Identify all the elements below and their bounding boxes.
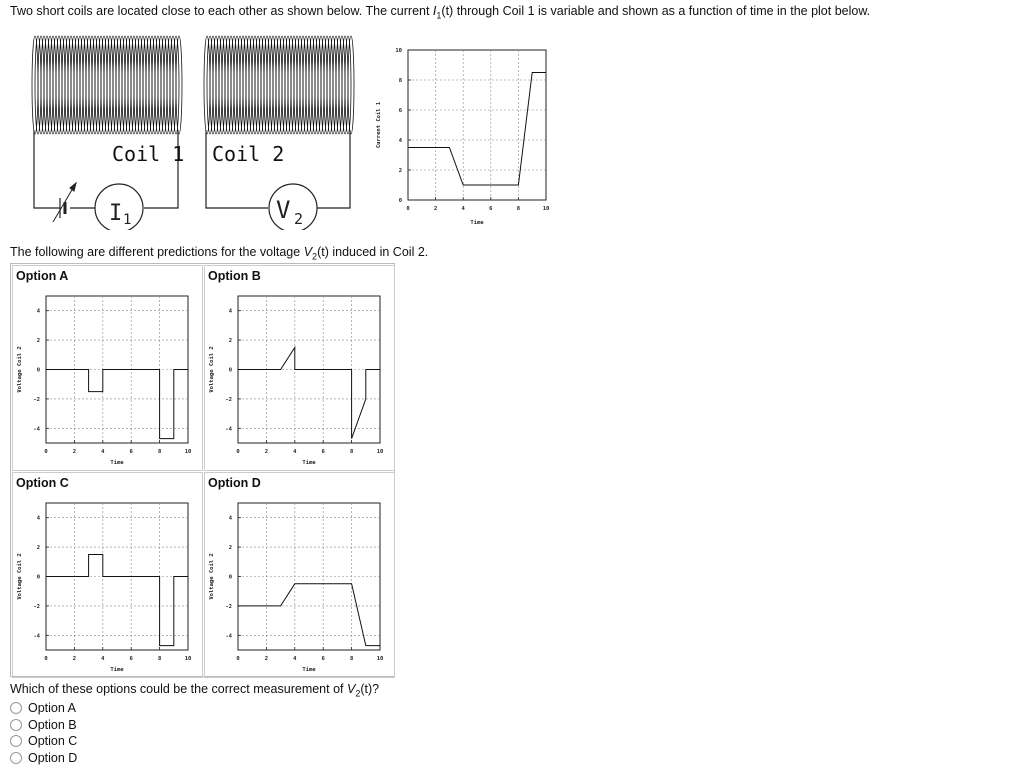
y-tick-label: 10: [395, 48, 402, 54]
question-prefix: Which of these options could be the correct measurement of: [10, 682, 347, 696]
x-axis-label: Time: [302, 667, 316, 673]
x-tick-label: 6: [489, 206, 493, 212]
y-tick-label: 2: [36, 545, 40, 552]
options-grid: [10, 263, 395, 677]
option-b-plot: [205, 288, 395, 470]
x-tick-label: 0: [44, 449, 48, 455]
radio-button[interactable]: [10, 702, 22, 714]
question-text: [10, 682, 379, 699]
option-a-plot: [13, 288, 203, 470]
y-tick-label: 4: [228, 308, 232, 315]
ammeter-icon: [95, 184, 143, 230]
y-tick-label: 0: [36, 367, 40, 374]
x-tick-label: 4: [101, 656, 105, 662]
y-tick-label: -4: [33, 633, 40, 640]
predictions-var-sub: 2: [312, 251, 318, 262]
x-tick-label: 0: [236, 449, 240, 455]
intro-suffix: through Coil 1 is variable and shown as a function of time in the plot below.: [453, 4, 871, 18]
x-axis-label: Time: [302, 460, 316, 466]
x-tick-label: 4: [461, 206, 465, 212]
x-tick-label: 2: [72, 656, 77, 662]
x-tick-label: 2: [264, 449, 269, 455]
intro-text: [10, 4, 870, 21]
question-var-arg: (t): [360, 682, 373, 696]
y-tick-label: 2: [398, 168, 402, 174]
y-axis-label: Voltage Coil 2: [17, 553, 23, 600]
x-axis-label: Time: [110, 460, 124, 466]
radio-button[interactable]: [10, 735, 22, 747]
y-axis-label: Current Coil 1: [376, 101, 382, 149]
option-c-title: Option C: [16, 476, 69, 490]
x-tick-label: 8: [157, 656, 162, 662]
x-tick-label: 4: [293, 656, 297, 662]
option-d-panel: [204, 472, 395, 678]
intro-var-sub: 1: [436, 10, 442, 21]
question-var: V: [346, 682, 356, 696]
coil-2-winding: [204, 36, 354, 134]
y-tick-label: 4: [228, 515, 232, 522]
answer-choices: [10, 700, 77, 766]
intro-var: I: [432, 4, 437, 18]
x-tick-label: 6: [321, 449, 325, 455]
option-b-panel: [204, 265, 395, 471]
y-tick-label: 4: [36, 515, 40, 522]
intro-var-arg: (t): [441, 4, 454, 18]
voltmeter-sub: 2: [294, 210, 304, 228]
y-tick-label: 2: [228, 338, 232, 345]
ammeter-letter: I: [109, 201, 123, 226]
y-tick-label: -4: [225, 426, 232, 433]
x-tick-label: 6: [129, 656, 133, 662]
question-var-sub: 2: [355, 688, 361, 699]
y-tick-label: -4: [225, 633, 232, 640]
predictions-prefix: The following are different predictions for the voltage: [10, 245, 304, 259]
y-tick-label: -2: [225, 603, 232, 610]
radio-button[interactable]: [10, 752, 22, 764]
predictions-suffix: induced in Coil 2.: [328, 245, 429, 259]
choice-label: Option D: [28, 750, 78, 765]
coil-circuit-diagram: [20, 30, 360, 230]
y-tick-label: -2: [33, 396, 40, 403]
voltmeter-letter: V: [276, 196, 291, 224]
y-tick-label: 2: [36, 338, 40, 345]
x-tick-label: 4: [101, 449, 105, 455]
x-tick-label: 10: [376, 449, 384, 455]
choice-label: Option C: [28, 734, 78, 749]
option-b-title: Option B: [208, 269, 261, 283]
y-tick-label: 0: [36, 574, 40, 581]
option-a-panel: [12, 265, 203, 471]
coil-1-winding: [32, 36, 182, 134]
y-axis-label: Voltage Coil 2: [17, 346, 23, 393]
y-tick-label: 4: [36, 308, 40, 315]
x-tick-label: 10: [184, 656, 192, 662]
radio-button[interactable]: [10, 719, 22, 731]
y-tick-label: 6: [398, 108, 402, 114]
y-axis-label: Voltage Coil 2: [209, 553, 215, 600]
x-tick-label: 8: [349, 656, 354, 662]
intro-prefix: Two short coils are located close to each other as shown below. The current: [10, 4, 433, 18]
x-tick-label: 10: [542, 206, 550, 212]
y-tick-label: 8: [398, 78, 402, 84]
x-tick-label: 10: [376, 656, 384, 662]
choice-option-c[interactable]: [10, 733, 77, 750]
option-c-plot: [13, 495, 203, 677]
x-axis-label: Time: [110, 667, 124, 673]
option-a-title: Option A: [16, 269, 69, 283]
y-tick-label: 2: [228, 545, 232, 552]
y-tick-label: -2: [33, 603, 40, 610]
option-d-title: Option D: [208, 476, 261, 490]
battery-icon: [53, 183, 76, 222]
x-tick-label: 10: [184, 449, 192, 455]
y-tick-label: 0: [228, 367, 232, 374]
x-axis-label: Time: [470, 220, 484, 226]
x-tick-label: 2: [264, 656, 269, 662]
x-tick-label: 0: [44, 656, 48, 662]
x-tick-label: 6: [129, 449, 133, 455]
y-tick-label: -4: [33, 426, 40, 433]
y-tick-label: 0: [228, 574, 232, 581]
x-tick-label: 0: [236, 656, 240, 662]
x-tick-label: 0: [406, 206, 410, 212]
choice-option-b[interactable]: [10, 717, 77, 734]
choice-label: Option A: [28, 701, 76, 716]
current-coil-1-plot: [368, 40, 568, 230]
x-tick-label: 4: [293, 449, 297, 455]
voltmeter-icon: [269, 184, 317, 230]
y-tick-label: 4: [398, 138, 402, 144]
y-tick-label: -2: [225, 396, 232, 403]
choice-option-d[interactable]: [10, 750, 77, 767]
x-tick-label: 8: [157, 449, 162, 455]
choice-option-a[interactable]: [10, 700, 77, 717]
predictions-var: V: [303, 245, 313, 259]
coil-2-label: Coil 2: [212, 142, 285, 166]
x-tick-label: 6: [321, 656, 325, 662]
coil-1-label: Coil 1: [112, 142, 185, 166]
predictions-var-arg: (t): [317, 245, 329, 259]
x-tick-label: 8: [349, 449, 354, 455]
option-d-plot: [205, 495, 395, 677]
option-c-panel: [12, 472, 203, 678]
y-tick-label: 0: [398, 198, 402, 204]
x-tick-label: 2: [433, 206, 438, 212]
question-suffix: ?: [372, 682, 380, 696]
x-tick-label: 2: [72, 449, 77, 455]
ammeter-sub: 1: [123, 212, 132, 228]
predictions-text: [10, 245, 428, 262]
x-tick-label: 8: [516, 206, 521, 212]
choice-label: Option B: [28, 717, 77, 732]
y-axis-label: Voltage Coil 2: [209, 346, 215, 393]
